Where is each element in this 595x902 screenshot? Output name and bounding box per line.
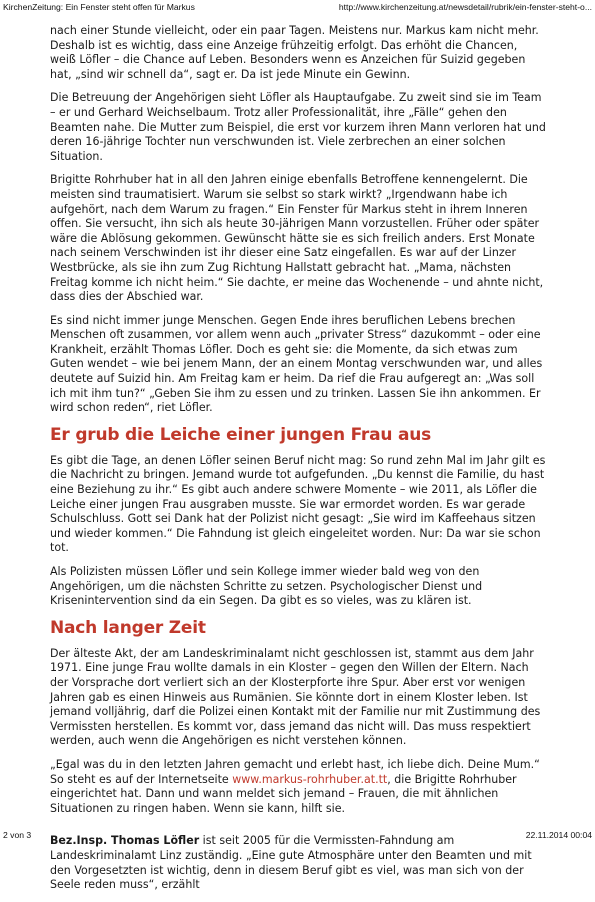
print-header-title: KirchenZeitung: Ein Fenster steht offen für Markus xyxy=(3,2,195,12)
quote-text-end: , die Brigitte Rohrhuber eingerichtet hat. Dann und wann meldet sich jemand – Frauen, die mit ähnlichen Situationen zu ringen haben. Wenn sie kann, hilft sie. xyxy=(50,772,517,815)
article-body xyxy=(50,24,546,902)
print-header-url: http://www.kirchenzeitung.at/newsdetail/rubrik/ein-fenster-steht-o... xyxy=(338,2,592,12)
article-paragraph xyxy=(50,758,546,816)
section-heading: Nach langer Zeit xyxy=(50,617,206,638)
print-header xyxy=(3,2,592,12)
page-number: 2 von 3 xyxy=(3,830,32,840)
article-paragraph: Die Betreuung der Angehörigen sieht Löfler als Hauptaufgabe. Zu zweit sind sie im Team – er und Gerhard Weichselbaum. Trotz aller Professionalität, ihre „Fälle“ gehen den Beamten nahe. Die Mutter zum Beispiel, die erst vor kurzem ihren Mann verloren hat und deren 16-jährige Tochter nun verschwunden ist. Viele zerbrechen an einer solchen Situation. xyxy=(50,91,546,163)
article-paragraph: Als Polizisten müssen Löfler und sein Kollege immer wieder bald weg von den Angehörigen, um die nächsten Schritte zu setzen. Psychologischer Dienst und Krisenintervention sind da ein Segen. Da gibt es so vieles, was zu klären ist. xyxy=(50,565,483,608)
article-paragraph: Es sind nicht immer junge Menschen. Gegen Ende ihres beruflichen Lebens brechen Menschen oft zusammen, vor allem wenn auch „privater Stress“ dazukommt – oder eine Krankheit, erzählt Thomas Löfler. Doch es geht sie: die Momente, da sich etwas zum Guten wendet – wie bei jenem Mann, der an einem Montag verschwunden war, und alles deutete auf Suizid hin. Am Freitag kam er heim. Da rief die Frau aufgeregt an: „Was soll ich mit ihm tun?“ „Geben Sie ihm zu essen und zu trinken. Lassen Sie ihn ankommen. Er wird schon reden“, riet Löfler. xyxy=(50,313,543,415)
print-timestamp: 22.11.2014 00:04 xyxy=(525,830,592,840)
author-info-paragraph xyxy=(50,834,546,892)
author-info-text: ist seit 2005 für die Vermissten-Fahndung am Landeskriminalamt Linz zuständig. „Eine gute Atmosphäre unter den Beamten und mit den Vorgesetzten ist wichtig, denn in diesem Beruf gibt es viel, was man sich von der Seele reden muss“, erzählt xyxy=(50,834,532,892)
print-footer xyxy=(3,830,592,840)
article-paragraph: Es gibt die Tage, an denen Löfler seinen Beruf nicht mag: So rund zehn Mal im Jahr gilt es die Nachricht zu bringen. Jemand wurde tot aufgefunden. „Du kennst die Familie, du hast eine Beziehung zu ihr.“ Es gibt auch andere schwere Momente – wie 2011, als Löfler die Leiche einer jungen Frau ausgraben musste. Sie war ermordet worden. Es war gerade Schulschluss. Gott sei Dank hat der Polizist nicht gesagt: „Sie wird im Kaffeehaus sitzen und wieder kommen.“ Die Fahndung ist gleich eingeleitet worden. Nur: Da war sie schon tot. xyxy=(50,453,546,555)
website-link[interactable]: www.markus-rohrhuber.at.tt xyxy=(232,772,388,786)
section-heading: Er grub die Leiche einer jungen Frau aus xyxy=(50,424,432,445)
author-name: Bez.Insp. Thomas Löfler xyxy=(50,834,200,848)
quote-text: „Egal was du in den letzten Jahren gemacht und erlebt hast, ich liebe dich. Deine Mum.“ So steht es auf der Internetseite xyxy=(50,757,540,786)
article-paragraph: nach einer Stunde vielleicht, oder ein paar Tagen. Meistens nur. Markus kam nicht mehr. Deshalb ist es wichtig, dass eine Anzeige frühzeitig erfolgt. Das erhöht die Chancen, weiß Löfler – die Chance auf Leben. Besonders wenn es Anzeichen für Suizid gegeben hat, „sind wir schnell da“, sagt er. Da ist jede Minute ein Gewinn. xyxy=(50,24,539,81)
article-paragraph: Der älteste Akt, der am Landeskriminalamt nicht geschlossen ist, stammt aus dem Jahr 1971. Eine junge Frau wollte damals in ein Kloster – gegen den Willen der Eltern. Nach der Vorsprache dort verliert sich an der Klosterpforte ihre Spur. Aber erst vor wenigen Jahren gab es einen Hinweis aus Rumänien. Sie könnte dort in einem Kloster leben. Ist jemand volljährig, darf die Polizei einen Kontakt mit der Familie nur mit Zustimmung des Vermissten herstellen. Es kommt vor, dass jemand das nicht will. Das muss respektiert werden, auch wenn die Angehörigen es nicht verstehen können. xyxy=(50,646,541,748)
article-paragraph: Brigitte Rohrhuber hat in all den Jahren einige ebenfalls Betroffene kennengelernt. Die meisten sind traumatisiert. Warum sie selbst so stark wirkt? „Irgendwann habe ich aufgehört, nach dem Warum zu fragen.“ Ein Fenster für Markus steht in ihrem Inneren offen. Sie versucht, ihn sich als heute 30-jährigen Mann vorzustellen. Früher oder später wäre die Ablösung gekommen. Gewünscht hätte sie es sich freilich anders. Erst Monate nach seinem Verschwinden ist ihr dieser eine Satz eingefallen. Es war auf der Linzer Westbrücke, als sie ihn zum Zug Richtung Hallstatt gebracht hat. „Mama, nächsten Freitag komme ich nicht heim.“ Sie dachte, er meine das Wochenende – und ahnte nicht, dass dies der Abschied war. xyxy=(50,173,544,304)
